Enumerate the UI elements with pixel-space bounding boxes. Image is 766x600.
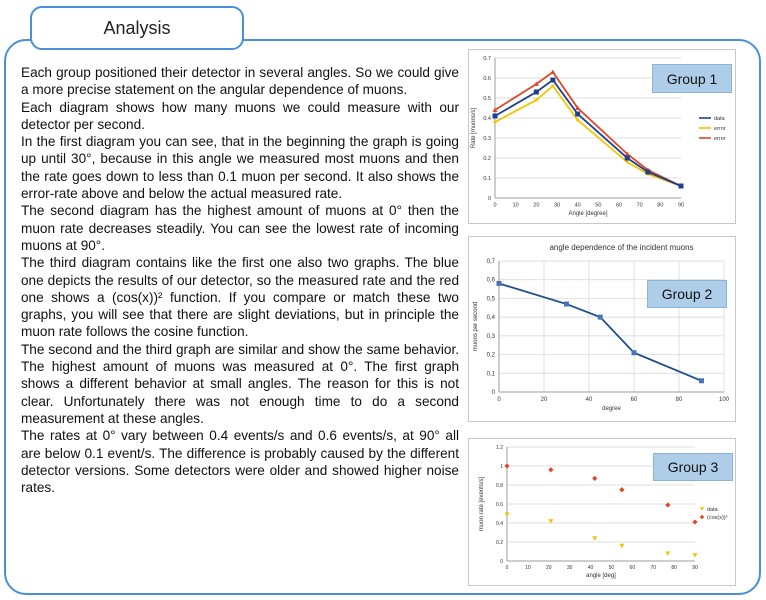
y-tick-label: 0.1 — [483, 176, 491, 182]
error-point — [576, 118, 579, 121]
paragraph: Each group positioned their detector in several angles. So we could give a more precise statement on the angular dependence of muons. — [21, 65, 459, 98]
paragraph: The second and the third graph are similar and show the same behavior. The highest amount of muons was measured at 0°. The first graph shows a different behavior at small angles. The reason for this is not clear. Unfortunately there was not enough time to do a second measurement at these angles. — [21, 341, 459, 426]
data-marker — [592, 536, 597, 541]
error-point — [626, 160, 629, 163]
x-tick-label: 100 — [718, 397, 730, 403]
y-axis-label: Rate [muons/s] — [471, 107, 477, 149]
y-tick-label: 0.6 — [496, 502, 503, 508]
x-tick-label: 70 — [636, 202, 643, 209]
data-point — [632, 350, 637, 355]
y-tick-label: 0 — [491, 390, 495, 396]
y-axis-label: muon rate [events/s] — [479, 476, 485, 532]
y-tick-label: 0,3 — [486, 333, 495, 340]
x-axis-label: Angle [degree] — [568, 211, 608, 217]
data-point — [564, 302, 569, 307]
y-tick-label: 0.5 — [483, 96, 491, 102]
group1-label: Group 1 — [652, 64, 732, 93]
x-tick-label: 10 — [525, 565, 531, 571]
y-axis-label: muons per second — [473, 301, 479, 352]
paragraph: In the first diagram you can see, that in the beginning the graph is going up until 30°, because in this angle we measured most muons and then the rate goes down to less than 0.1 muon per second. It also shows the error-rate above and below the actual measured rate. — [21, 134, 459, 202]
series-line-data — [495, 80, 681, 186]
x-tick-label: 30 — [566, 565, 573, 571]
y-tick-label: 0.2 — [483, 156, 491, 162]
x-tick-label: 0 — [505, 565, 509, 571]
x-tick-label: 40 — [574, 202, 581, 209]
paragraph: Each diagram shows how many muons we could measure with our detector per second. — [21, 99, 459, 132]
legend-entry: data — [714, 116, 725, 122]
analysis-text — [21, 64, 459, 496]
data-point — [534, 90, 539, 95]
x-tick-label: 0 — [493, 202, 497, 209]
error-point — [493, 120, 496, 123]
x-tick-label: 30 — [553, 202, 561, 209]
y-tick-label: 0 — [487, 196, 491, 202]
data-point — [679, 184, 684, 189]
data-marker — [665, 551, 670, 556]
x-tick-label: 50 — [608, 565, 615, 571]
data-point — [625, 156, 630, 161]
cos-marker — [692, 519, 697, 524]
y-tick-label: 0.7 — [483, 56, 491, 62]
group2-label: Group 2 — [647, 280, 727, 308]
y-tick-label: 0.2 — [496, 540, 503, 546]
error-point — [551, 84, 554, 87]
cos-marker — [619, 487, 624, 492]
x-tick-label: 0 — [497, 397, 501, 403]
paragraph: The second diagram has the highest amount of muons at 0° then the muon rate decreases steadily. You can see the lowest rate of incoming muons at 90°. — [21, 203, 459, 253]
legend-entry: error — [714, 136, 726, 142]
legend-swatch — [700, 515, 705, 520]
group2-chart-panel — [468, 236, 736, 422]
group3-chart-panel — [468, 438, 736, 586]
x-tick-label: 80 — [675, 397, 683, 403]
x-tick-label: 60 — [615, 202, 623, 209]
data-point — [645, 170, 650, 175]
cos-marker — [665, 502, 670, 507]
cos-marker — [548, 467, 553, 472]
legend-entry: data — [707, 507, 718, 513]
y-tick-label: 0,4 — [486, 315, 495, 322]
paragraph: The third diagram contains like the first one also two graphs. The blue one depicts the results of our detector, so the measured rate and the red one shows a (cos(x))² function. If you compare or match these two graphs, you will see that there are slight deviations, but in principle the muon rate follows the cosine function. — [21, 255, 459, 340]
paragraph: The rates at 0° vary between 0.4 events/s and 0.6 events/s, at 90° all are below 0.1 event/s. The difference is probably caused by the different detector versions. Some detectors were older and showed higher noise rates. — [21, 428, 459, 496]
y-tick-label: 0,5 — [486, 296, 495, 303]
y-tick-label: 0.6 — [483, 76, 491, 82]
x-tick-label: 90 — [692, 565, 698, 571]
error-point — [535, 98, 538, 101]
group1-chart-panel — [468, 49, 736, 224]
legend-entry: (cos(x))² — [707, 515, 728, 521]
y-tick-label: 1.2 — [496, 445, 503, 451]
data-marker — [693, 553, 698, 558]
x-tick-label: 20 — [540, 397, 548, 403]
cos-marker — [592, 476, 597, 481]
y-tick-label: 0,1 — [486, 371, 495, 378]
y-tick-label: 0,6 — [486, 277, 495, 284]
data-point — [598, 315, 603, 320]
legend-entry: error — [714, 126, 726, 132]
group3-label: Group 3 — [653, 453, 733, 481]
data-point — [493, 114, 498, 119]
x-tick-label: 40 — [585, 397, 593, 403]
y-tick-label: 0 — [500, 559, 503, 565]
y-tick-label: 0,2 — [486, 352, 495, 359]
x-tick-label: 80 — [671, 565, 677, 571]
y-tick-label: 0,7 — [486, 259, 495, 265]
data-marker — [505, 512, 510, 517]
data-point — [699, 378, 704, 383]
error-point — [550, 70, 555, 75]
cos-marker — [504, 463, 509, 468]
y-tick-label: 1 — [500, 464, 503, 470]
y-tick-label: 0.4 — [496, 521, 503, 527]
data-point — [575, 112, 580, 117]
x-tick-label: 50 — [595, 202, 602, 209]
x-tick-label: 10 — [512, 202, 519, 209]
x-axis-label: angle [deg] — [586, 573, 616, 579]
data-marker — [619, 544, 624, 549]
x-tick-label: 60 — [629, 565, 636, 571]
chart-title: angle dependence of the incident muons — [549, 243, 694, 252]
data-point — [550, 78, 555, 83]
x-tick-label: 70 — [650, 565, 657, 571]
group2-chart — [469, 237, 737, 423]
y-tick-label: 0.8 — [496, 483, 503, 489]
data-point — [497, 281, 502, 286]
section-title-tab — [30, 6, 244, 50]
x-tick-label: 40 — [587, 565, 594, 571]
y-tick-label: 0.4 — [483, 116, 491, 122]
y-tick-label: 0.3 — [483, 136, 491, 142]
x-tick-label: 80 — [657, 202, 664, 209]
series-line-error — [495, 86, 681, 186]
section-title: Analysis — [103, 17, 171, 38]
x-axis-label: degree — [602, 406, 621, 412]
x-tick-label: 20 — [545, 565, 552, 571]
legend-swatch — [700, 507, 704, 511]
x-tick-label: 20 — [533, 202, 540, 209]
x-tick-label: 60 — [630, 397, 638, 403]
x-tick-label: 90 — [677, 202, 685, 209]
